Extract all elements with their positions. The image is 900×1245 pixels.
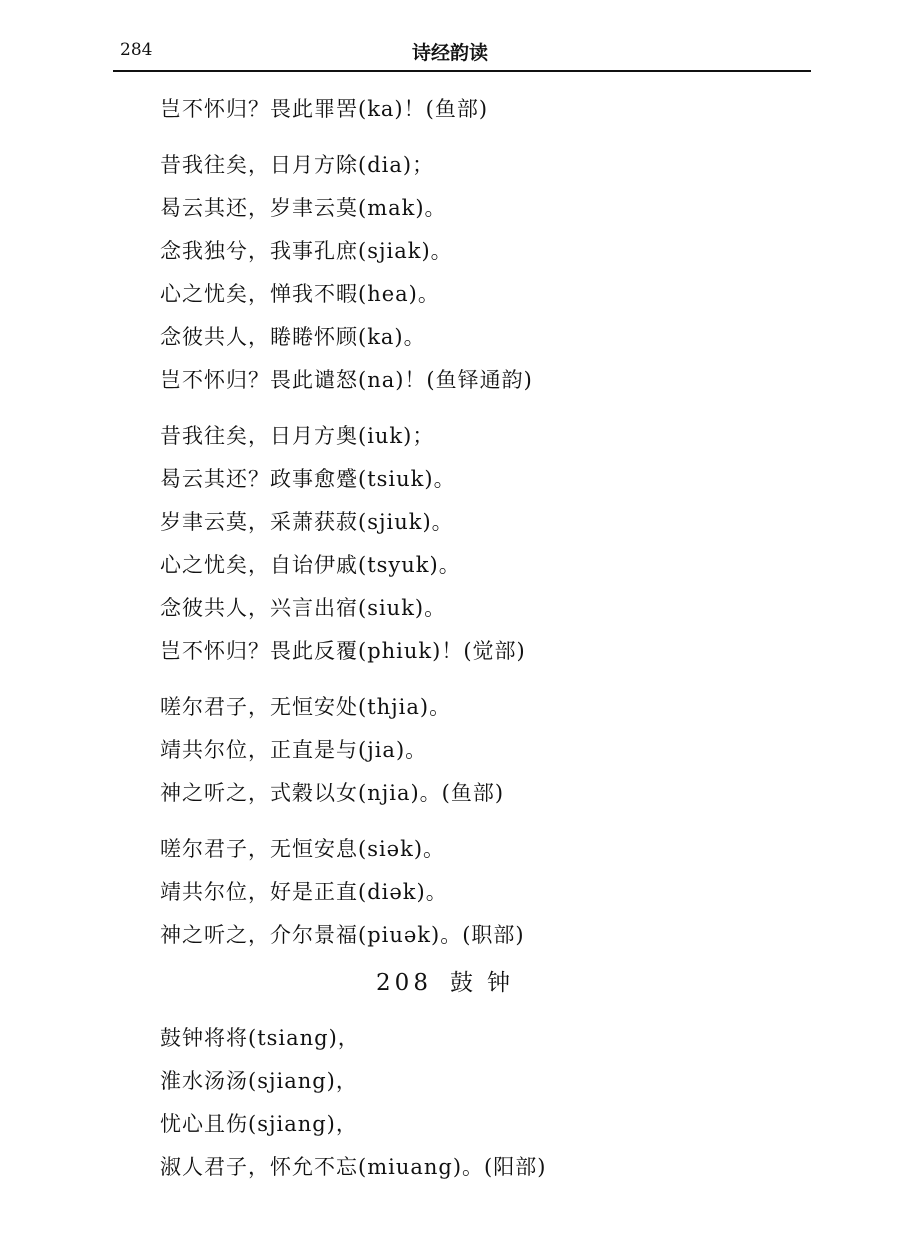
stanza (160, 828, 820, 957)
stanza (160, 1017, 820, 1189)
verse-line: 念彼共人，睠睠怀顾(ka)。 (160, 325, 426, 349)
poem-text (160, 88, 820, 957)
verse-line: 曷云其还？政事愈蹙(tsiuk)。 (160, 467, 456, 491)
verse-line: 曷云其还，岁聿云莫(mak)。 (160, 196, 447, 220)
verse-line: 靖共尔位，好是正直(diək)。 (160, 880, 448, 904)
page-number: 284 (120, 40, 153, 60)
stanza (160, 415, 820, 673)
verse-line: 忧心且伤(sjiang)， (160, 1112, 358, 1136)
verse-line: 神之听之，式穀以女(njia)。(鱼部) (160, 781, 505, 805)
verse-line: 嗟尔君子，无恒安息(siək)。 (160, 837, 446, 861)
verse-line: 岁聿云莫，采萧获菽(sjiuk)。 (160, 510, 454, 534)
header-rule (113, 70, 811, 72)
verse-line: 念彼共人，兴言出宿(siuk)。 (160, 596, 447, 620)
stanza (160, 686, 820, 815)
stanza (160, 144, 820, 402)
verse-line: 念我独兮，我事孔庶(sjiak)。 (160, 239, 453, 263)
poem-text (160, 1017, 820, 1189)
verse-line: 岂不怀归？畏此谴怒(na)！(鱼铎通韵) (160, 368, 533, 392)
verse-line: 鼓钟将将(tsiang)， (160, 1026, 360, 1050)
running-title: 诗经韵读 (411, 42, 488, 64)
verse-line: 嗟尔君子，无恒安处(thjia)。 (160, 695, 452, 719)
section-heading (0, 963, 900, 1003)
section-number: 208 (376, 970, 432, 996)
stanza (160, 88, 820, 131)
verse-line: 心之忧矣，自诒伊戚(tsyuk)。 (160, 553, 461, 577)
page-header (0, 0, 900, 72)
verse-line: 靖共尔位，正直是与(jia)。 (160, 738, 428, 762)
verse-line: 淮水汤汤(sjiang)， (160, 1069, 358, 1093)
verse-line: 淑人君子，怀允不忘(miuang)。(阳部) (160, 1155, 547, 1179)
verse-line: 昔我往矣，日月方奥(iuk)； (160, 424, 435, 448)
verse-line: 心之忧矣，惮我不暇(hea)。 (160, 282, 440, 306)
verse-line: 神之听之，介尔景福(piuək)。(职部) (160, 923, 525, 947)
verse-line: 昔我往矣，日月方除(dia)； (160, 153, 435, 177)
section-title: 鼓钟 (449, 970, 524, 996)
verse-line: 岂不怀归？畏此反覆(phiuk)！(觉部) (160, 639, 526, 663)
verse-line: 岂不怀归？畏此罪罟(ka)！(鱼部) (160, 97, 489, 121)
